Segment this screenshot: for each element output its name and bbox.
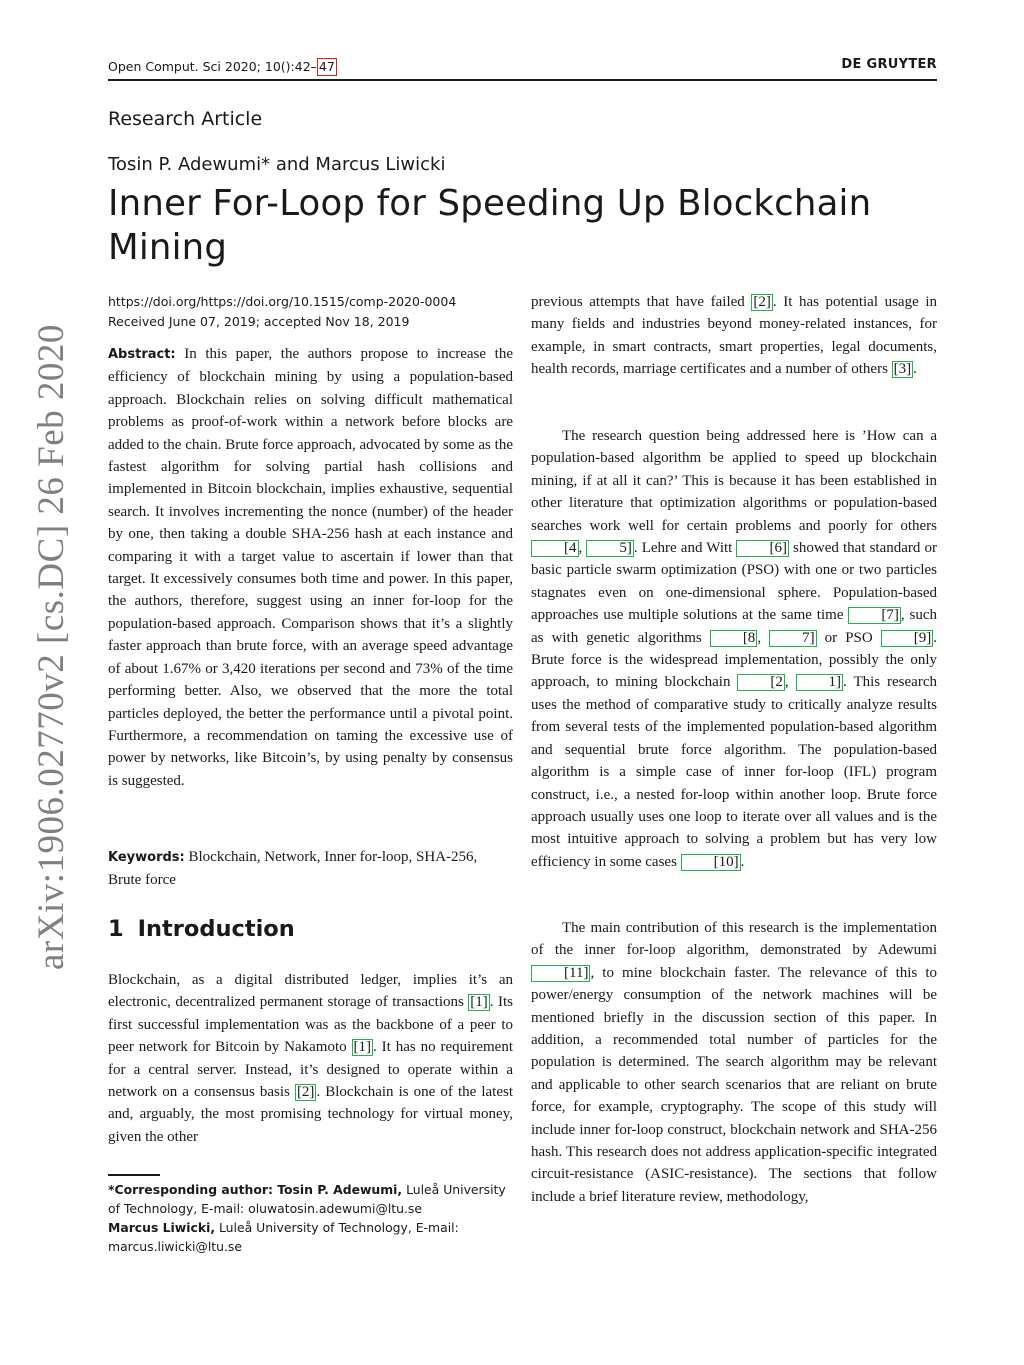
intro-left-paragraph (108, 969, 513, 1148)
running-header (108, 56, 937, 78)
citation-link[interactable]: [4 (531, 540, 579, 557)
received-dates: Received June 07, 2019; accepted Nov 18, 2019 (108, 314, 410, 329)
paragraph: The main contribution of this research is the implementation of the inner for-loop algorithm, demonstrated by Adewumi [11] , to mine blockchain faster. The relevance of this to power/energy consumption of the network machines will be mentioned briefly in the discussion section of this paper. In addition, a recommended total number of particles for the population is determined. The search algorithm may be relevant and applicable to other search scenarios that are reliant on brute force, for example, cryptography. The scope of this study will include inner for-loop construct, blockchain network and SHA-256 hash. This research does not address application-specific integrated circuit-resistance (ASIC-resistance). The sections that follow include a brief literature review, methodology, (531, 920, 937, 1205)
citation-link[interactable]: [3] (893, 361, 912, 378)
journal-citation (108, 58, 337, 76)
article-type: Research Article (108, 108, 263, 130)
right-paragraph-3 (531, 917, 937, 1208)
arxiv-stamp: arXiv:1906.02770v2 [cs.DC] 26 Feb 2020 (31, 324, 72, 970)
citation-link[interactable]: [8 (710, 630, 758, 647)
citation-link[interactable]: [9] (881, 630, 934, 647)
journal-name: Open Comput. Sci 2020; 10():42– (108, 59, 317, 74)
abstract-block (108, 343, 513, 792)
corresponding-author-label: *Corresponding author: Tosin P. Adewumi, (108, 1182, 403, 1197)
author-footnote (108, 1180, 513, 1256)
footnote-rule (108, 1174, 160, 1176)
keywords-text: Blockchain, Network, Inner for-loop, SHA-256, Brute force (108, 849, 478, 889)
doi-link[interactable]: https://doi.org/https://doi.org/10.1515/comp-2020-0004 (108, 294, 457, 309)
citation-link[interactable]: 7] (769, 630, 817, 647)
second-author-affiliation: Luleå University of Technology, E-mail: marcus.liwicki@ltu.se (108, 1220, 459, 1254)
citation-link[interactable]: [6] (736, 540, 789, 557)
paragraph: The research question being addressed here is ’How can a population-based algorithm be applied to speed up blockchain mining, if at all it can?’ This is because it has been established in other literature that optimization algorithms or population-based searches work well for certain problems and poorly for others [4 , 5] . Lehre and Witt [6] showed that standard or basic particle swarm optimization (PSO) with one or two particles stagnates even on one-dimensional sphere. Population-based approaches use multiple solutions at the same time [7] , such as with genetic algorithms [8 , 7] or PSO [9] . Brute force is the widespread implementation, possibly the only approach, to mining blockchain [2 , 1] . This research uses the method of comparative study to critically analyze results from several tests of the implemented population-based algorithm and sequential brute force algorithm. The population-based algorithm is a simple case of inner for-loop (IFL) program construct, i.e., a nested for-loop within another loop. Brute force approach usually uses one loop to iterate over all values and is the most intuitive approach to solving a problem but has very low efficiency in some cases [10] . (531, 428, 938, 870)
keywords (108, 846, 513, 892)
right-paragraph-1 (531, 291, 937, 381)
section-title: Introduction (137, 916, 295, 942)
section-heading-introduction (108, 916, 295, 942)
citation-link[interactable]: [10] (681, 854, 741, 871)
page-end-link[interactable]: 47 (318, 59, 335, 74)
abstract-text: In this paper, the authors propose to increase the efficiency of blockchain mining by using a population-based approach. Blockchain relies on solving difficult mathematical problems as proof-of-work within a network before blocks are added to the chain. Brute force approach, advocated by some as the fastest algorithm for solving partial hash collisions and implemented in Bitcoin blockchain, implies exhaustive, sequential search. It involves incrementing the nonce (number) of the header by one, then taking a double SHA-256 hash at each instance and comparing it with a target value to ascertain if lower than that target. It excessively consumes both time and power. In this paper, the authors, therefore, suggest using an inner for-loop for the population-based approach. Comparison shows that it’s a slightly faster approach than brute force, with an average speed advantage of about 1.67% or 3,420 iterations per second and 73% of the time performing better. Also, we observed that the more the total particles deployed, the better the performance until a pivotal point. Furthermore, a recommendation on taming the excessive use of power by networks, like Bitcoin’s, by using penalty by consensus is suggested. (108, 346, 514, 789)
header-rule (108, 79, 937, 81)
abstract-label: Abstract: (108, 347, 176, 362)
right-paragraph-2 (531, 425, 937, 873)
section-number: 1 (108, 916, 124, 942)
paragraph: previous attempts that have failed [2] . It has potential usage in many fields and industries beyond money-related instances, for example, in smart contracts, smart properties, legal documents, health records, marriage certificates and a number of others [3] . (531, 294, 937, 378)
citation-link[interactable]: [2] (753, 294, 771, 310)
second-author-label: Marcus Liwicki, (108, 1220, 216, 1235)
abstract (108, 343, 513, 792)
citation-link[interactable]: [11] (531, 965, 590, 982)
corresponding-author-affiliation: Luleå University of Technology, E-mail: oluwatosin.adewumi@ltu.se (108, 1182, 506, 1216)
citation-link[interactable]: 1] (796, 674, 844, 691)
citation-link[interactable]: [2 (737, 674, 785, 691)
author-list: Tosin P. Adewumi* and Marcus Liwicki (108, 154, 446, 175)
publisher-name: DE GRUYTER (841, 57, 937, 72)
paper-title: Inner For-Loop for Speeding Up Blockchain Mining (108, 183, 872, 268)
keywords-block (108, 846, 513, 892)
paragraph: Blockchain, as a digital distributed ledger, implies it’s an electronic, decentralized permanent storage of transactions [1] . Its first successful implementation was as the backbone of a peer to peer network for Bitcoin by Nakamoto [1] . It has no requirement for a central server. Instead, it’s designed to operate within a network on a consensus basis [2] . Blockchain is one of the latest and, arguably, the most promising technology for virtual money, given the other (108, 972, 513, 1145)
citation-link[interactable]: 5] (586, 540, 634, 557)
citation-link[interactable]: [1] (353, 1039, 372, 1056)
citation-link[interactable]: [2] (296, 1084, 315, 1101)
citation-link[interactable]: [7] (848, 607, 901, 624)
citation-link[interactable]: [1] (470, 994, 488, 1011)
keywords-label: Keywords: (108, 850, 185, 865)
